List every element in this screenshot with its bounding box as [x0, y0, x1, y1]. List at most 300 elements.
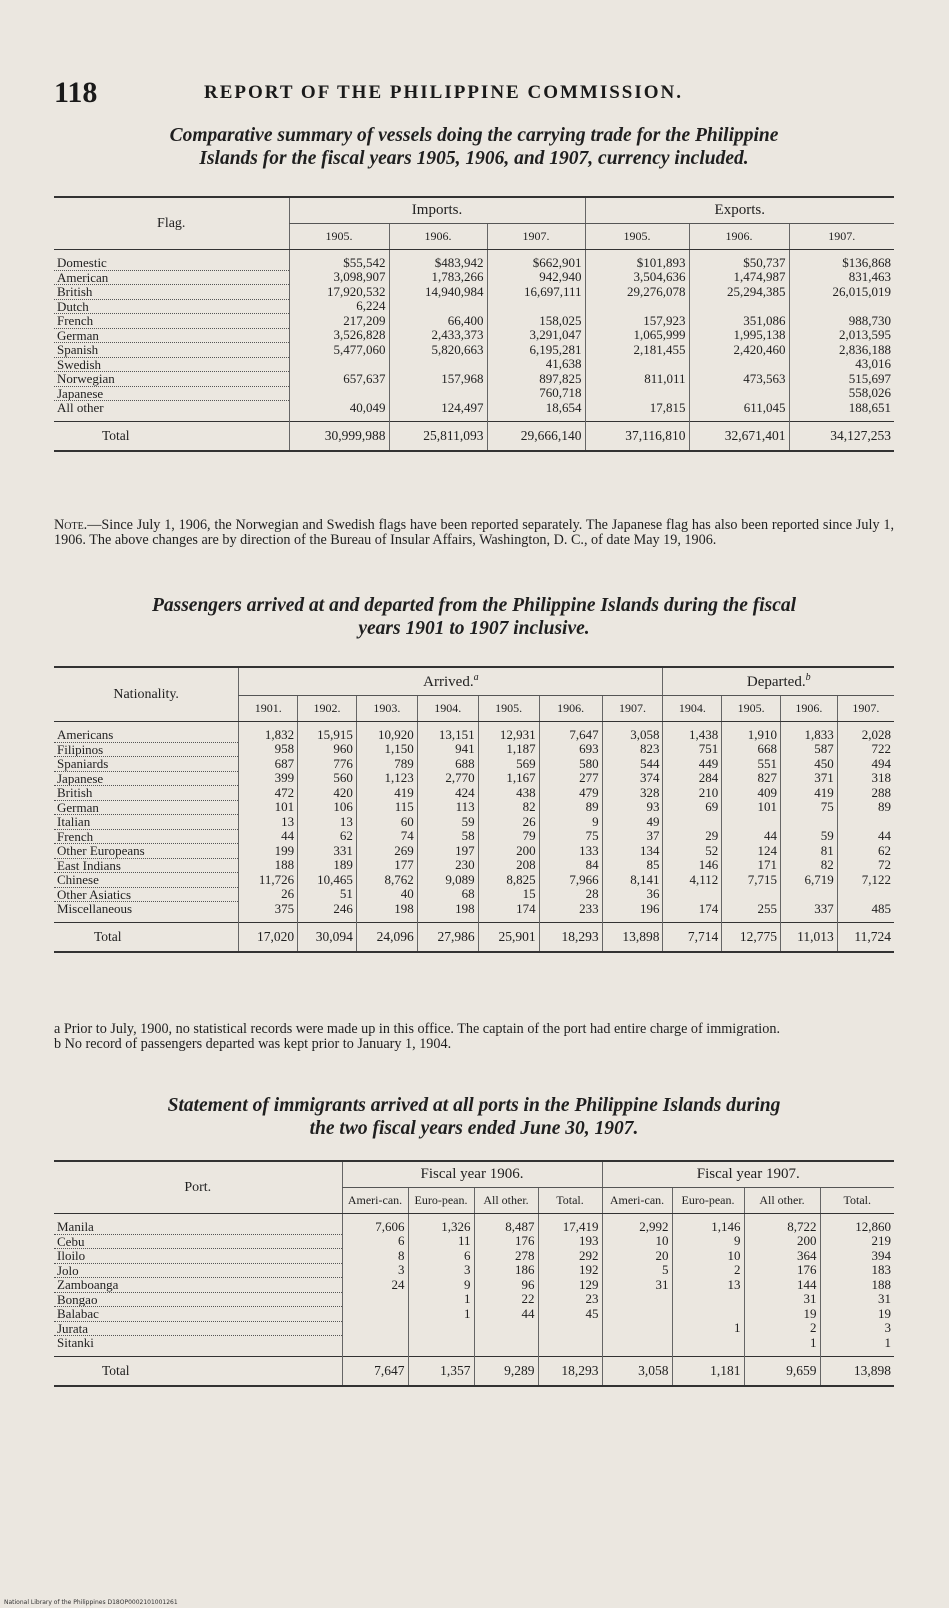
- data-cell: $50,737: [689, 250, 789, 271]
- table-row: [54, 722, 894, 743]
- data-cell: 12,931: [478, 722, 539, 743]
- data-cell: 25,294,385: [689, 285, 789, 300]
- table-row: [54, 844, 894, 859]
- data-cell: 2,420,460: [689, 343, 789, 358]
- data-cell: 144: [744, 1278, 820, 1293]
- year-header: 1902.: [298, 696, 357, 722]
- table-row: [54, 299, 894, 314]
- table-row: [54, 285, 894, 300]
- data-cell: 18,654: [487, 401, 585, 422]
- data-cell: 7,122: [837, 873, 894, 888]
- data-cell: 288: [837, 786, 894, 801]
- data-cell: 292: [538, 1249, 602, 1264]
- data-cell: 31: [602, 1278, 672, 1293]
- row-label: Americans: [54, 722, 239, 743]
- data-cell: 68: [417, 887, 478, 902]
- data-cell: 101: [239, 800, 298, 815]
- data-cell: 6: [408, 1249, 474, 1264]
- year-header: 1907.: [602, 696, 663, 722]
- data-cell: 1,150: [356, 742, 417, 757]
- port-column-header: Port.: [54, 1161, 342, 1214]
- data-cell: [672, 1307, 744, 1322]
- data-cell: 96: [474, 1278, 538, 1293]
- data-cell: [474, 1336, 538, 1357]
- nationality-column-header: Nationality.: [54, 667, 239, 722]
- data-cell: 13: [298, 815, 357, 830]
- column-header: Euro-pean.: [408, 1188, 474, 1214]
- data-cell: 176: [744, 1263, 820, 1278]
- table-row: [54, 873, 894, 888]
- data-cell: [689, 386, 789, 401]
- total-cell: 24,096: [356, 922, 417, 952]
- data-cell: 5: [602, 1263, 672, 1278]
- data-cell: 2: [672, 1263, 744, 1278]
- data-cell: 157,923: [585, 314, 689, 329]
- data-cell: 124: [722, 844, 781, 859]
- year-header: 1906.: [689, 224, 789, 250]
- data-cell: 5,820,663: [389, 343, 487, 358]
- data-cell: 472: [239, 786, 298, 801]
- data-cell: 897,825: [487, 372, 585, 387]
- year-header: 1905.: [478, 696, 539, 722]
- data-cell: 14,940,984: [389, 285, 487, 300]
- data-cell: 1,833: [781, 722, 838, 743]
- year-header: 1904.: [417, 696, 478, 722]
- data-cell: 494: [837, 757, 894, 772]
- footnote-mark-b: b: [805, 672, 811, 683]
- data-cell: 2,992: [602, 1214, 672, 1235]
- data-cell: $136,868: [789, 250, 894, 271]
- table-row: [54, 800, 894, 815]
- footnote-mark-a: a: [473, 672, 479, 683]
- data-cell: 72: [837, 858, 894, 873]
- data-cell: 3: [408, 1263, 474, 1278]
- imports-header: Imports.: [289, 197, 585, 224]
- data-cell: [722, 887, 781, 902]
- year-header: 1906.: [389, 224, 487, 250]
- data-cell: 473,563: [689, 372, 789, 387]
- data-cell: 611,045: [689, 401, 789, 422]
- table2-caption-line1: Passengers arrived at and departed from the Philippine Islands during the fiscal: [151, 595, 797, 616]
- data-cell: 449: [663, 757, 722, 772]
- data-cell: 941: [417, 742, 478, 757]
- data-cell: 189: [298, 858, 357, 873]
- data-cell: 375: [239, 902, 298, 923]
- data-cell: 89: [539, 800, 602, 815]
- data-cell: 15: [478, 887, 539, 902]
- data-cell: 171: [722, 858, 781, 873]
- data-cell: 13: [239, 815, 298, 830]
- data-cell: 7,606: [342, 1214, 408, 1235]
- data-cell: 587: [781, 742, 838, 757]
- data-cell: 13: [672, 1278, 744, 1293]
- data-cell: 41,638: [487, 357, 585, 372]
- data-cell: 2,770: [417, 771, 478, 786]
- vessel-table-body: [54, 250, 894, 422]
- table-row: [54, 401, 894, 422]
- data-cell: 4,112: [663, 873, 722, 888]
- row-label: Bongao: [54, 1292, 342, 1307]
- data-cell: 776: [298, 757, 357, 772]
- data-cell: 17,920,532: [289, 285, 389, 300]
- data-cell: 722: [837, 742, 894, 757]
- data-cell: 89: [837, 800, 894, 815]
- data-cell: 2,836,188: [789, 343, 894, 358]
- table-row: [54, 1292, 894, 1307]
- data-cell: 44: [722, 829, 781, 844]
- data-cell: 199: [239, 844, 298, 859]
- data-cell: 693: [539, 742, 602, 757]
- data-cell: [585, 299, 689, 314]
- data-cell: 3,526,828: [289, 328, 389, 343]
- data-cell: 101: [722, 800, 781, 815]
- row-label: Manila: [54, 1214, 342, 1235]
- data-cell: 1: [408, 1292, 474, 1307]
- data-cell: [408, 1321, 474, 1336]
- total-label: Total: [54, 1356, 342, 1386]
- data-cell: $55,542: [289, 250, 389, 271]
- data-cell: 16,697,111: [487, 285, 585, 300]
- column-header: Ameri-can.: [342, 1188, 408, 1214]
- row-label: Balabac: [54, 1307, 342, 1322]
- table-row: [54, 328, 894, 343]
- data-cell: 69: [663, 800, 722, 815]
- scan-credit: National Library of the Philippines D18OP0002101001261: [4, 1599, 178, 1606]
- data-cell: 6,224: [289, 299, 389, 314]
- data-cell: 7,647: [539, 722, 602, 743]
- data-cell: 59: [781, 829, 838, 844]
- data-cell: 11,726: [239, 873, 298, 888]
- data-cell: 45: [538, 1307, 602, 1322]
- page-header: [54, 76, 894, 116]
- data-cell: 9: [408, 1278, 474, 1293]
- data-cell: 62: [298, 829, 357, 844]
- table-row: [54, 1336, 894, 1357]
- data-cell: 544: [602, 757, 663, 772]
- data-cell: 158,025: [487, 314, 585, 329]
- data-cell: [408, 1336, 474, 1357]
- data-cell: 331: [298, 844, 357, 859]
- footnote-b: b No record of passengers departed was kept prior to January 1, 1904.: [54, 1036, 452, 1052]
- data-cell: 277: [539, 771, 602, 786]
- data-cell: 942,940: [487, 270, 585, 285]
- total-cell: 25,811,093: [389, 421, 487, 451]
- data-cell: 174: [478, 902, 539, 923]
- data-cell: 134: [602, 844, 663, 859]
- data-cell: 197: [417, 844, 478, 859]
- row-label: German: [54, 328, 289, 343]
- data-cell: 106: [298, 800, 357, 815]
- data-cell: 174: [663, 902, 722, 923]
- departed-header: [663, 667, 894, 696]
- row-label: German: [54, 800, 239, 815]
- data-cell: 85: [602, 858, 663, 873]
- data-cell: [689, 357, 789, 372]
- data-cell: 196: [602, 902, 663, 923]
- data-cell: 580: [539, 757, 602, 772]
- table-row: [54, 815, 894, 830]
- column-header: Total.: [820, 1188, 894, 1214]
- row-label: Norwegian: [54, 372, 289, 387]
- data-cell: [672, 1336, 744, 1357]
- data-cell: [602, 1336, 672, 1357]
- data-cell: 9: [672, 1234, 744, 1249]
- data-cell: 31: [744, 1292, 820, 1307]
- table1-caption: [54, 124, 894, 170]
- note-lead: Note.: [54, 517, 88, 533]
- data-cell: 230: [417, 858, 478, 873]
- data-cell: 124,497: [389, 401, 487, 422]
- passengers-table: [54, 666, 894, 953]
- data-cell: 688: [417, 757, 478, 772]
- total-cell: 7,714: [663, 922, 722, 952]
- data-cell: [789, 299, 894, 314]
- data-cell: 6,195,281: [487, 343, 585, 358]
- data-cell: 278: [474, 1249, 538, 1264]
- data-cell: 328: [602, 786, 663, 801]
- data-cell: 5,477,060: [289, 343, 389, 358]
- table-row: [54, 250, 894, 271]
- data-cell: 1: [408, 1307, 474, 1322]
- data-cell: [672, 1292, 744, 1307]
- data-cell: [663, 815, 722, 830]
- table-row: [54, 1321, 894, 1336]
- note-text: —Since July 1, 1906, the Norwegian and Swedish flags have been reported separately. The Japanese flag has also been reported since July 1, 1906. The above changes are by direction of the Bureau of Insular Affairs, Washington, D. C., of date May 19, 1906.: [54, 517, 894, 548]
- data-cell: 419: [356, 786, 417, 801]
- data-cell: 8,762: [356, 873, 417, 888]
- table-row: [54, 829, 894, 844]
- page-number: 118: [54, 76, 98, 109]
- data-cell: 318: [837, 771, 894, 786]
- total-cell: 9,659: [744, 1356, 820, 1386]
- total-cell: 13,898: [820, 1356, 894, 1386]
- data-cell: 10: [672, 1249, 744, 1264]
- data-cell: 26: [478, 815, 539, 830]
- total-label: Total: [54, 922, 239, 952]
- data-cell: 43,016: [789, 357, 894, 372]
- data-cell: 988,730: [789, 314, 894, 329]
- data-cell: 1,326: [408, 1214, 474, 1235]
- data-cell: 12,860: [820, 1214, 894, 1235]
- row-label: All other: [54, 401, 289, 422]
- data-cell: $662,901: [487, 250, 585, 271]
- data-cell: [585, 357, 689, 372]
- total-cell: 1,181: [672, 1356, 744, 1386]
- data-cell: 827: [722, 771, 781, 786]
- data-cell: [389, 299, 487, 314]
- total-label: Total: [54, 421, 289, 451]
- data-cell: 284: [663, 771, 722, 786]
- data-cell: 1,910: [722, 722, 781, 743]
- column-header: All other.: [474, 1188, 538, 1214]
- data-cell: 183: [820, 1263, 894, 1278]
- data-cell: [342, 1307, 408, 1322]
- data-cell: 186: [474, 1263, 538, 1278]
- data-cell: [602, 1321, 672, 1336]
- data-cell: [342, 1336, 408, 1357]
- column-header: Euro-pean.: [672, 1188, 744, 1214]
- data-cell: 2,013,595: [789, 328, 894, 343]
- table-row: [54, 771, 894, 786]
- table-row: [54, 1278, 894, 1293]
- flag-column-header: Flag.: [54, 197, 289, 250]
- data-cell: 8,487: [474, 1214, 538, 1235]
- row-label: French: [54, 829, 239, 844]
- data-cell: 1,123: [356, 771, 417, 786]
- data-cell: 558,026: [789, 386, 894, 401]
- data-cell: 17,815: [585, 401, 689, 422]
- data-cell: 31: [820, 1292, 894, 1307]
- data-cell: 19: [820, 1307, 894, 1322]
- year-header: 1901.: [239, 696, 298, 722]
- data-cell: 51: [298, 887, 357, 902]
- data-cell: 44: [837, 829, 894, 844]
- total-cell: 30,094: [298, 922, 357, 952]
- total-cell: 12,775: [722, 922, 781, 952]
- table-row: [54, 742, 894, 757]
- data-cell: 7,715: [722, 873, 781, 888]
- arrived-header: [239, 667, 663, 696]
- data-cell: 438: [478, 786, 539, 801]
- data-cell: $483,942: [389, 250, 487, 271]
- data-cell: 569: [478, 757, 539, 772]
- table-row: [54, 372, 894, 387]
- departed-label: Departed.: [746, 674, 806, 690]
- table2-caption: [54, 594, 894, 640]
- data-cell: 93: [602, 800, 663, 815]
- data-cell: 10: [602, 1234, 672, 1249]
- data-cell: [722, 815, 781, 830]
- data-cell: 958: [239, 742, 298, 757]
- data-cell: 551: [722, 757, 781, 772]
- data-cell: 6: [342, 1234, 408, 1249]
- data-cell: 81: [781, 844, 838, 859]
- data-cell: 3: [820, 1321, 894, 1336]
- table1-caption-line1: Comparative summary of vessels doing the carrying trade for the Philippine: [169, 125, 779, 146]
- fiscal-1907-header: Fiscal year 1907.: [602, 1161, 894, 1188]
- data-cell: 399: [239, 771, 298, 786]
- data-cell: [342, 1321, 408, 1336]
- data-cell: 1,832: [239, 722, 298, 743]
- table1-caption-line2: Islands for the fiscal years 1905, 1906, and 1907, currency included.: [199, 148, 749, 169]
- data-cell: 1: [820, 1336, 894, 1357]
- total-cell: 9,289: [474, 1356, 538, 1386]
- data-cell: 6,719: [781, 873, 838, 888]
- total-cell: 17,020: [239, 922, 298, 952]
- data-cell: 8,722: [744, 1214, 820, 1235]
- data-cell: 26: [239, 887, 298, 902]
- data-cell: 129: [538, 1278, 602, 1293]
- data-cell: 1,167: [478, 771, 539, 786]
- row-label: East Indians: [54, 858, 239, 873]
- data-cell: 23: [538, 1292, 602, 1307]
- total-cell: 18,293: [538, 1356, 602, 1386]
- row-label: American: [54, 270, 289, 285]
- year-header: 1904.: [663, 696, 722, 722]
- data-cell: 74: [356, 829, 417, 844]
- data-cell: 208: [478, 858, 539, 873]
- fiscal-1906-header: Fiscal year 1906.: [342, 1161, 602, 1188]
- data-cell: 84: [539, 858, 602, 873]
- data-cell: 255: [722, 902, 781, 923]
- data-cell: 823: [602, 742, 663, 757]
- year-header: 1905.: [585, 224, 689, 250]
- data-cell: 246: [298, 902, 357, 923]
- row-label: Jurata: [54, 1321, 342, 1336]
- data-cell: 200: [744, 1234, 820, 1249]
- data-cell: 420: [298, 786, 357, 801]
- year-header: 1907.: [487, 224, 585, 250]
- data-cell: 44: [239, 829, 298, 844]
- data-cell: 115: [356, 800, 417, 815]
- table3-caption-line1: Statement of immigrants arrived at all ports in the Philippine Islands during: [167, 1095, 781, 1116]
- data-cell: 22: [474, 1292, 538, 1307]
- data-cell: 219: [820, 1234, 894, 1249]
- table-row: [54, 858, 894, 873]
- row-label: Domestic: [54, 250, 289, 271]
- row-label: Other Asiatics: [54, 887, 239, 902]
- data-cell: 40,049: [289, 401, 389, 422]
- data-cell: 811,011: [585, 372, 689, 387]
- data-cell: 1,438: [663, 722, 722, 743]
- data-cell: 198: [356, 902, 417, 923]
- total-cell: 11,724: [837, 922, 894, 952]
- row-label: British: [54, 786, 239, 801]
- data-cell: 3: [342, 1263, 408, 1278]
- data-cell: 52: [663, 844, 722, 859]
- table3-caption: [54, 1094, 894, 1140]
- column-header: All other.: [744, 1188, 820, 1214]
- table-row: [54, 1249, 894, 1264]
- data-cell: [663, 887, 722, 902]
- data-cell: 198: [417, 902, 478, 923]
- data-cell: 450: [781, 757, 838, 772]
- year-header: 1905.: [722, 696, 781, 722]
- data-cell: [389, 357, 487, 372]
- data-cell: 113: [417, 800, 478, 815]
- data-cell: [602, 1292, 672, 1307]
- data-cell: 960: [298, 742, 357, 757]
- total-cell: 32,671,401: [689, 421, 789, 451]
- row-label: Filipinos: [54, 742, 239, 757]
- data-cell: 668: [722, 742, 781, 757]
- data-cell: 82: [781, 858, 838, 873]
- data-cell: 3,058: [602, 722, 663, 743]
- table-row: [54, 786, 894, 801]
- data-cell: 409: [722, 786, 781, 801]
- data-cell: 26,015,019: [789, 285, 894, 300]
- data-cell: 36: [602, 887, 663, 902]
- data-cell: 351,086: [689, 314, 789, 329]
- table-row: [54, 1214, 894, 1235]
- table-total-row: [54, 421, 894, 451]
- row-label: Italian: [54, 815, 239, 830]
- row-label: Swedish: [54, 357, 289, 372]
- table-row: [54, 757, 894, 772]
- data-cell: 1,187: [478, 742, 539, 757]
- data-cell: 1,474,987: [689, 270, 789, 285]
- column-header: Ameri-can.: [602, 1188, 672, 1214]
- data-cell: 66,400: [389, 314, 487, 329]
- data-cell: [289, 386, 389, 401]
- table-total-row: [54, 1356, 894, 1386]
- data-cell: 831,463: [789, 270, 894, 285]
- data-cell: [781, 887, 838, 902]
- data-cell: 59: [417, 815, 478, 830]
- total-cell: 18,293: [539, 922, 602, 952]
- data-cell: [289, 357, 389, 372]
- data-cell: 210: [663, 786, 722, 801]
